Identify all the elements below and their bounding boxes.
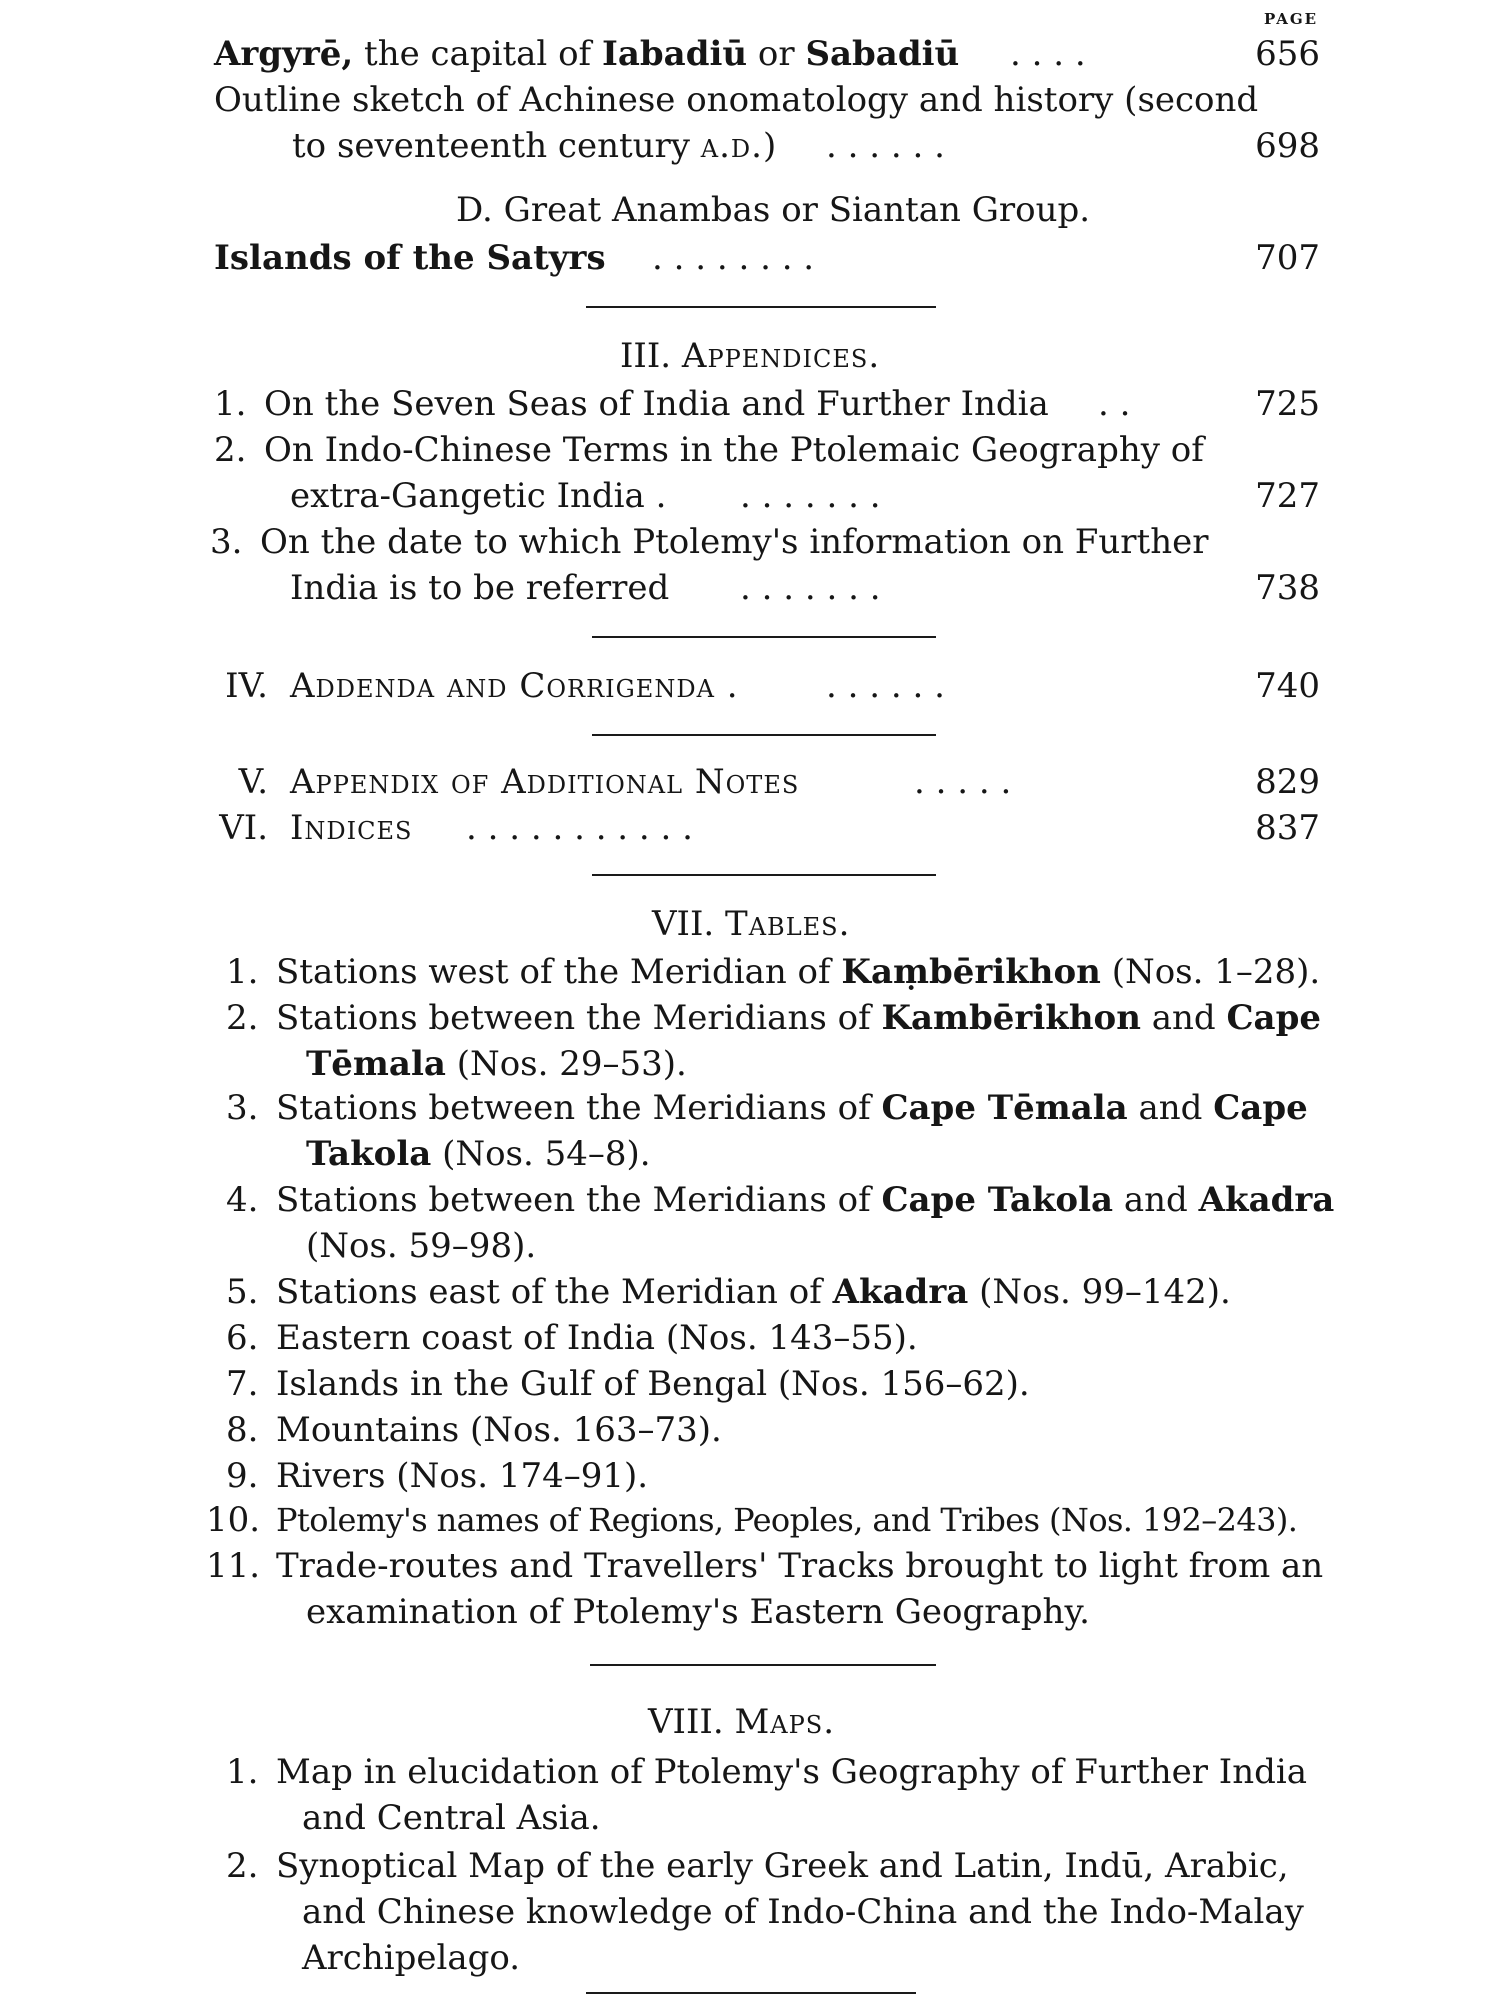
table-item-cont: (Nos. 59–98). xyxy=(306,1226,537,1266)
table-item: Eastern coast of India (Nos. 143–55). xyxy=(276,1318,918,1358)
page-number: 725 xyxy=(1255,384,1320,424)
leader-dots: . . xyxy=(1098,384,1131,424)
section-heading-maps: VIII. Maps. xyxy=(648,1702,836,1742)
appendix-item: On the date to which Ptolemy's information on Further xyxy=(260,522,1209,562)
table-item-num: 4. xyxy=(226,1180,259,1220)
table-item-num: 5. xyxy=(226,1272,259,1312)
appendix-item-num: 3. xyxy=(210,522,243,562)
leader-dots: . . . . . . . . xyxy=(652,238,815,278)
leader-dots: . . . . . xyxy=(914,762,1012,802)
leader-dots: . . . . . . xyxy=(826,666,945,706)
table-item: Stations east of the Meridian of Akadra (Nos. 99–142). xyxy=(276,1272,1231,1312)
table-item-num: 3. xyxy=(226,1088,259,1128)
table-item: Rivers (Nos. 174–91). xyxy=(276,1456,649,1496)
map-item-num: 1. xyxy=(226,1752,259,1792)
toc-entry-outline-cont: to seventeenth century a.d.) xyxy=(292,126,778,166)
appendix-item-cont: India is to be referred xyxy=(290,568,670,608)
table-item-num: 2. xyxy=(226,998,259,1038)
page-number: 656 xyxy=(1255,34,1320,74)
leader-dots: . . . . . . . . . . . xyxy=(466,808,693,848)
table-item-num: 11. xyxy=(206,1546,261,1586)
section-heading-tables: VII. Tables. xyxy=(652,904,851,944)
toc-entry-satyrs: Islands of the Satyrs xyxy=(214,238,606,278)
table-item: Stations west of the Meridian of Kaṃbērikhon (Nos. 1–28). xyxy=(276,952,1321,992)
table-item-num: 10. xyxy=(206,1500,261,1540)
appendix-item-num: 2. xyxy=(214,430,247,470)
table-item-num: 9. xyxy=(226,1456,259,1496)
table-item-num: 6. xyxy=(226,1318,259,1358)
appendix-item-cont: extra-Gangetic India . xyxy=(290,476,667,516)
page-number: 707 xyxy=(1255,238,1320,278)
section-divider xyxy=(592,734,936,736)
map-item-cont: Archipelago. xyxy=(302,1938,521,1978)
page-number: 837 xyxy=(1255,808,1320,848)
table-item-num: 7. xyxy=(226,1364,259,1404)
page-number: 740 xyxy=(1255,666,1320,706)
section-divider xyxy=(592,874,936,876)
section-numeral: VI. xyxy=(219,808,268,848)
map-item-cont: and Central Asia. xyxy=(302,1798,601,1838)
leader-dots: . . . . . . . xyxy=(740,568,881,608)
appendix-item: On Indo-Chinese Terms in the Ptolemaic Geography of xyxy=(264,430,1204,470)
appendix-item: On the Seven Seas of India and Further India xyxy=(264,384,1049,424)
leader-dots: . . . . xyxy=(1010,34,1086,74)
table-item: Stations between the Meridians of Cape Tēmala and Cape xyxy=(276,1088,1308,1128)
section-heading-indices: Indices xyxy=(290,808,413,848)
entry-title: Argyrē, xyxy=(214,34,354,74)
section-divider xyxy=(586,306,936,308)
toc-entry-outline: Outline sketch of Achinese onomatology and history (second xyxy=(214,80,1259,120)
page-number: 698 xyxy=(1255,126,1320,166)
page-column-header: PAGE xyxy=(1264,10,1319,28)
section-heading-appendices: III. Appendices. xyxy=(620,336,881,376)
page-number: 727 xyxy=(1255,476,1320,516)
page-number: 829 xyxy=(1255,762,1320,802)
map-item: Synoptical Map of the early Greek and Latin, Indū, Arabic, xyxy=(276,1846,1289,1886)
table-item-cont: Takola (Nos. 54–8). xyxy=(306,1134,651,1174)
section-divider xyxy=(592,636,936,638)
table-item-cont: examination of Ptolemy's Eastern Geography. xyxy=(306,1592,1090,1632)
section-heading-additional-notes: Appendix of Additional Notes xyxy=(290,762,800,802)
table-item: Mountains (Nos. 163–73). xyxy=(276,1410,722,1450)
table-item: Islands in the Gulf of Bengal (Nos. 156–62). xyxy=(276,1364,1030,1404)
page-number: 738 xyxy=(1255,568,1320,608)
section-divider xyxy=(590,1664,936,1666)
leader-dots: . . . . . . xyxy=(826,126,945,166)
section-heading-d: D. Great Anambas or Siantan Group. xyxy=(456,190,1091,230)
map-item-cont: and Chinese knowledge of Indo-China and the Indo-Malay xyxy=(302,1892,1304,1932)
section-numeral: V. xyxy=(238,762,268,802)
appendix-item-num: 1. xyxy=(214,384,247,424)
table-item-num: 1. xyxy=(226,952,259,992)
toc-entry-argyre: Argyrē, the capital of Iabadiū or Sabadiū xyxy=(214,34,960,74)
table-item: Trade-routes and Travellers' Tracks brought to light from an xyxy=(276,1546,1324,1586)
table-item-num: 8. xyxy=(226,1410,259,1450)
map-item: Map in elucidation of Ptolemy's Geography of Further India xyxy=(276,1752,1308,1792)
table-item-cont: Tēmala (Nos. 29–53). xyxy=(306,1044,687,1084)
section-divider xyxy=(586,1992,916,1994)
map-item-num: 2. xyxy=(226,1846,259,1886)
table-item: Stations between the Meridians of Cape Takola and Akadra xyxy=(276,1180,1335,1220)
table-item: Ptolemy's names of Regions, Peoples, and Tribes (Nos. 192–243). xyxy=(276,1501,1298,1539)
section-numeral: IV. xyxy=(225,666,268,706)
table-item: Stations between the Meridians of Kambērikhon and Cape xyxy=(276,998,1321,1038)
leader-dots: . . . . . . . xyxy=(740,476,881,516)
section-heading-addenda: Addenda and Corrigenda . xyxy=(290,666,739,706)
